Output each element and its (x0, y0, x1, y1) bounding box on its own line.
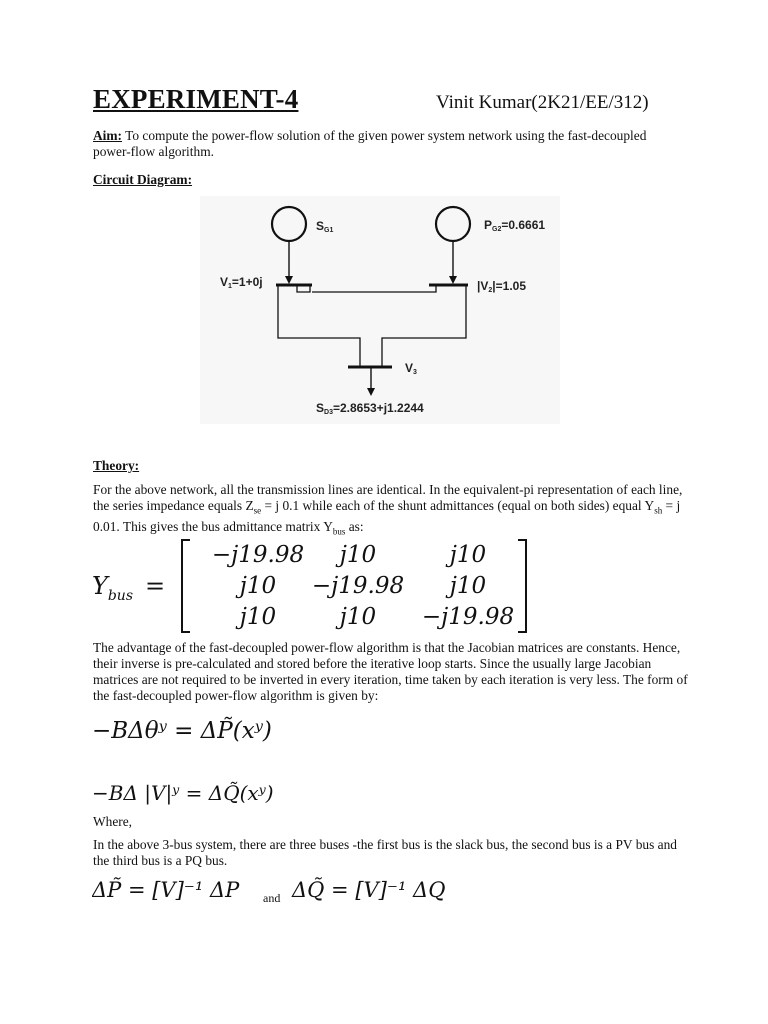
theory-paragraph-3: In the above 3-bus system, there are three buses -the first bus is the slack bus, the second bus is a PV bus and the third bus is a PQ bus. (93, 837, 677, 868)
theory-heading: Theory: (93, 458, 140, 473)
svg-text:−BΔ |V|ʸ = ΔQ̃(xʸ): −BΔ |V|ʸ = ΔQ̃(xʸ) (92, 781, 274, 805)
v3-label: V3 (405, 361, 417, 376)
matrix-cell: j10 (449, 542, 487, 568)
pg2-label: PG2=0.6661 (484, 218, 546, 233)
circuit-diagram (200, 196, 560, 424)
aim-paragraph (93, 128, 683, 160)
theory-paragraph-2: The advantage of the fast-decoupled power-flow algorithm is that the Jacobian matrices are constants. Hence, their inverse is pre-calculated and stored before the iterative loop starts. Since the usually large Jacobian matrices are not required to be inverted in every iteration, time taken by each iteration is very less. The form of the fast-decoupled power-flow algorithm is given by: (93, 640, 688, 703)
where-text: Where, (93, 814, 133, 829)
aim-label: Aim: (93, 128, 123, 143)
sg1-label: SG1 (316, 219, 334, 234)
ybus-symbol: $Y_{bus}$ (92, 572, 134, 604)
sd3-label: SD3=2.8653+j1.2244 (316, 401, 424, 416)
svg-text:−BΔθʸ = ΔP̃(xʸ): −BΔθʸ = ΔP̃(xʸ) (92, 718, 272, 744)
matrix-equals: = (145, 572, 166, 600)
and-text: and (263, 891, 281, 905)
matrix-cell: −j19.98 (211, 542, 305, 568)
matrix-right-bracket (518, 540, 526, 632)
equation-angle-update (92, 708, 332, 750)
ybus-matrix (90, 536, 540, 636)
v2-label: |V2|=1.05 (477, 279, 527, 294)
matrix-cell: j10 (239, 573, 277, 599)
matrix-cell: −j19.98 (311, 573, 405, 599)
delta-p-definition: ΔP̃ = [V]⁻¹ ΔP (92, 878, 240, 902)
matrix-cell: −j19.98 (421, 604, 515, 630)
matrix-cell: j10 (339, 542, 377, 568)
experiment-title: EXPERIMENT-4 (93, 84, 299, 114)
matrix-left-bracket (182, 540, 190, 632)
equation-mismatch-definitions (92, 872, 472, 908)
delta-q-definition: ΔQ̃ = [V]⁻¹ ΔQ (292, 878, 446, 902)
matrix-cell: j10 (339, 604, 377, 630)
matrix-cell: j10 (449, 573, 487, 599)
theory-paragraph-1: For the above network, all the transmission lines are identical. In the equivalent-pi representation of each line, the series impedance equals $Z_{se} = j$ 0.1 while each of the shunt admittances (equal on both sides) equal $Y_{sh} = j$ 0.01. This gives the bus admittance matrix $Y_{bus}$ as: (93, 482, 683, 537)
aim-text: To compute the power-flow solution of the given power system network using the fast-decoupled power-flow algorithm. (93, 128, 647, 159)
matrix-cell: j10 (239, 604, 277, 630)
circuit-diagram-heading: Circuit Diagram: (93, 172, 193, 187)
equation-voltage-update (92, 772, 332, 810)
v1-label: V1=1+0j (220, 275, 263, 290)
author-name: Vinit Kumar(2K21/EE/312) (436, 92, 649, 113)
